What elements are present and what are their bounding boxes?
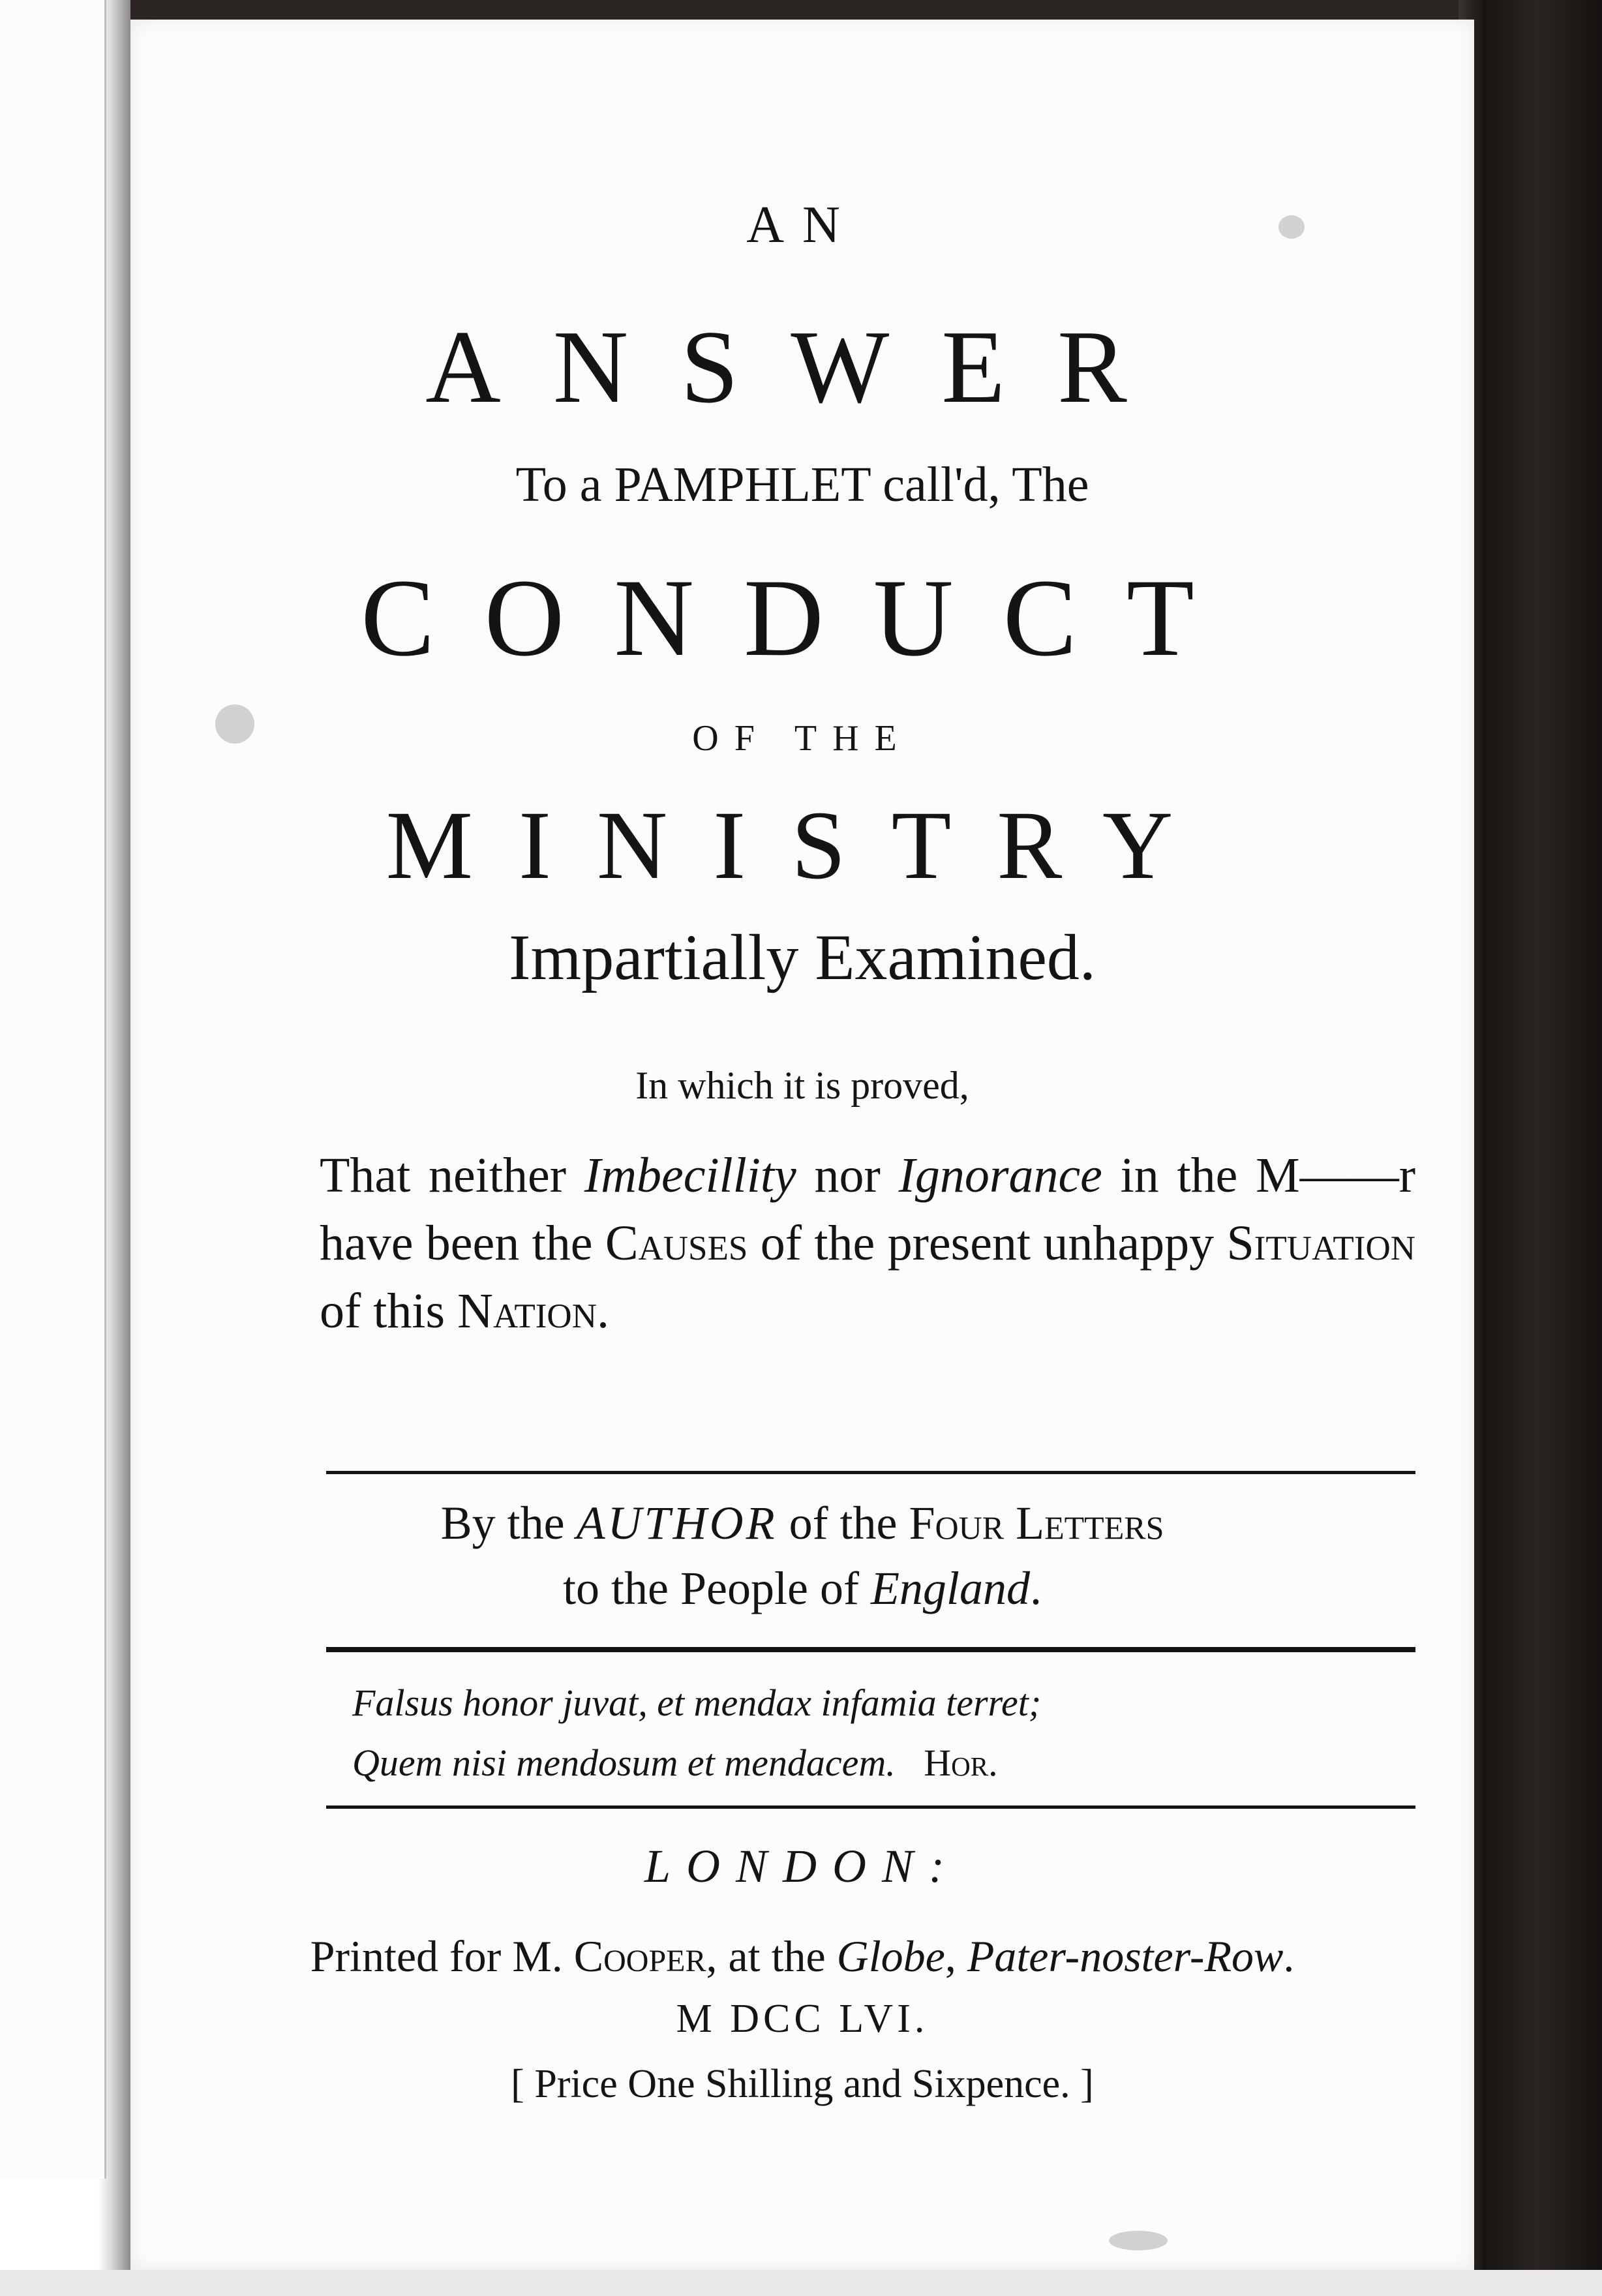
thesis-text: of the present unhappy bbox=[748, 1216, 1227, 1271]
title-pamphlet-line bbox=[130, 457, 1474, 513]
divider-rule bbox=[326, 1805, 1415, 1809]
thesis-ignorance: Ignorance bbox=[898, 1148, 1102, 1203]
imprint-printer bbox=[130, 1931, 1474, 1982]
byline-text: of the bbox=[777, 1497, 909, 1549]
divider-rule-thick bbox=[326, 1647, 1415, 1652]
title-of-the: OF THE bbox=[692, 718, 913, 759]
scan-bottom-margin bbox=[0, 2270, 1602, 2296]
byline-text: to the People of bbox=[563, 1562, 871, 1614]
title-ministry: MINISTRY bbox=[385, 791, 1219, 899]
byline-four-letters: Four Letters bbox=[909, 1497, 1164, 1549]
title-article: AN bbox=[746, 196, 858, 254]
title-conduct: CONDUCT bbox=[361, 556, 1244, 679]
imprint-place: LONDON: bbox=[644, 1840, 961, 1892]
printer-text: , at the bbox=[706, 1931, 837, 1981]
imprint-year: M DCC LVI. bbox=[676, 1997, 929, 2041]
motto-line-2: Quem nisi mendosum et mendacem. bbox=[352, 1742, 896, 1784]
printer-text: Printed for M. bbox=[310, 1931, 574, 1981]
printer-text: . bbox=[1283, 1931, 1295, 1981]
paper-speck bbox=[1109, 2231, 1168, 2250]
pamphlet-word: PAMPHLET bbox=[614, 457, 871, 512]
byline-text: . bbox=[1029, 1562, 1042, 1614]
title-impartially-examined: Impartially Examined. bbox=[509, 921, 1096, 993]
latin-motto bbox=[352, 1673, 1041, 1793]
motto-line-1: Falsus honor juvat, et mendax infamia terret; bbox=[352, 1682, 1042, 1724]
printer-street: Pater-noster-Row bbox=[967, 1931, 1284, 1981]
printer-text: , bbox=[945, 1931, 967, 1981]
book-binding-edge bbox=[1458, 0, 1602, 2296]
adjacent-page-edge bbox=[0, 0, 106, 2179]
thesis-imbecillity: Imbecillity bbox=[584, 1148, 796, 1203]
thesis-text: in the M——r have been the bbox=[320, 1148, 1416, 1271]
thesis-text: of this bbox=[320, 1284, 458, 1338]
divider-rule bbox=[326, 1471, 1415, 1474]
thesis-causes: Causes bbox=[605, 1216, 748, 1271]
pamphlet-post: call'd, The bbox=[870, 457, 1089, 512]
title-main-answer: ANSWER bbox=[425, 309, 1179, 425]
printer-name: Cooper bbox=[573, 1931, 706, 1981]
author-byline bbox=[130, 1490, 1474, 1621]
thesis-nation: Nation bbox=[457, 1284, 597, 1338]
byline-text: By the bbox=[440, 1497, 577, 1549]
thesis-text: That neither bbox=[320, 1148, 584, 1203]
subtitle-proved: In which it is proved, bbox=[635, 1064, 969, 1107]
printer-sign: Globe bbox=[836, 1931, 945, 1981]
title-page bbox=[130, 20, 1474, 2270]
thesis-text: . bbox=[596, 1284, 609, 1338]
byline-england: England bbox=[870, 1562, 1030, 1614]
thesis-situation: Situation bbox=[1226, 1216, 1415, 1271]
thesis-text: nor bbox=[796, 1148, 899, 1203]
pamphlet-pre: To a bbox=[515, 457, 614, 512]
thesis-paragraph bbox=[320, 1141, 1415, 1345]
byline-author: AUTHOR bbox=[576, 1497, 778, 1549]
imprint-price: [ Price One Shilling and Sixpence. ] bbox=[511, 2062, 1094, 2106]
motto-attribution: Hor. bbox=[924, 1742, 998, 1784]
